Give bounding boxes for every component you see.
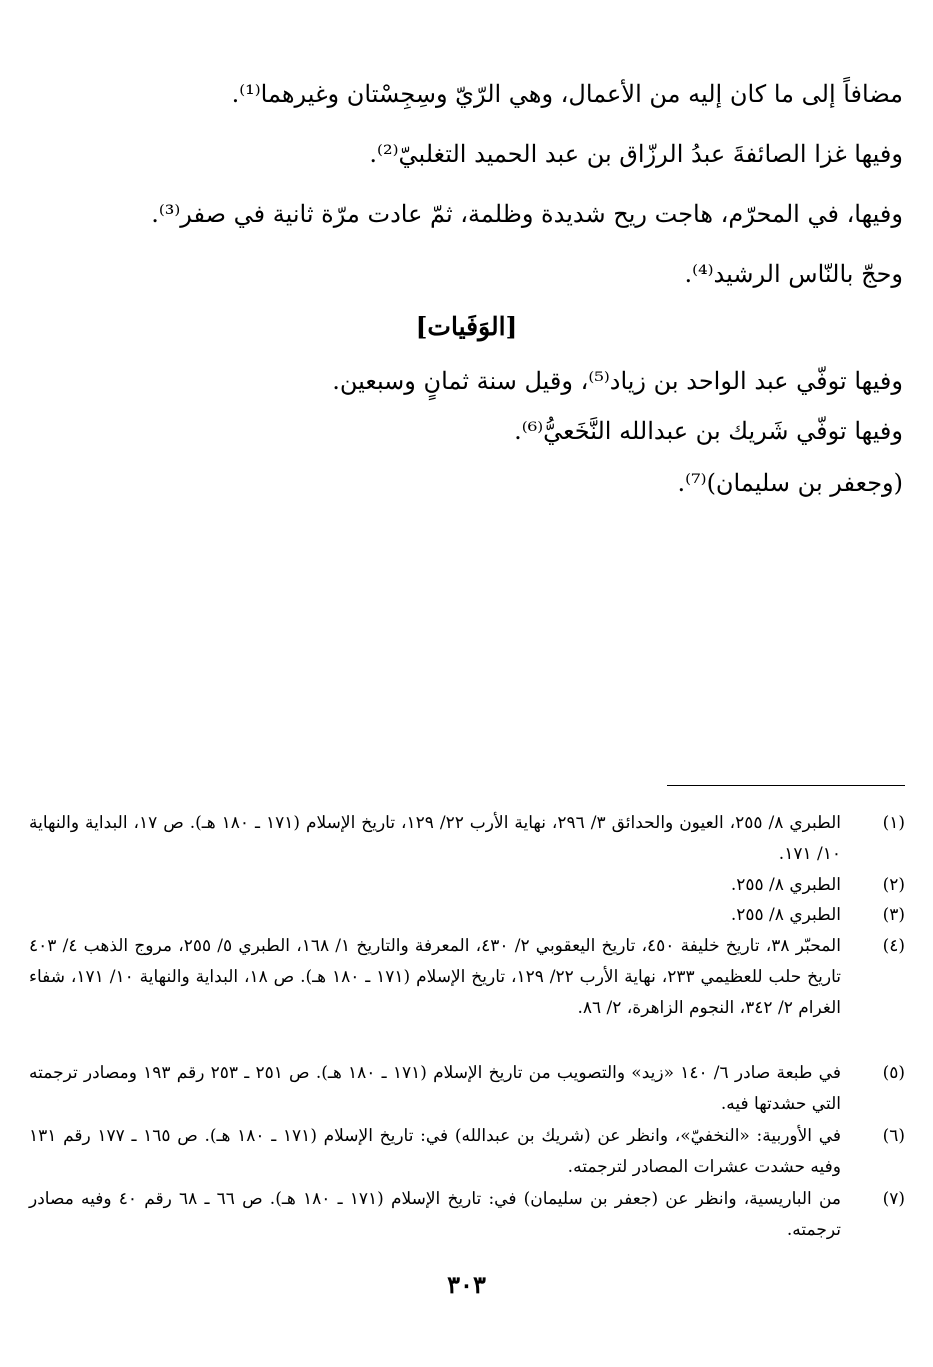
footnote-text: الطبري ٨/ ٢٥٥، العيون والحدائق ٣/ ٢٩٦، نهاية الأرب ٢٢/ ١٢٩، تاريخ الإسلام (١٧١ ـ ١٨٠ هـ). ص ١٧، البداية والنهاية ١٠/ ١٧١. — [29, 813, 841, 864]
footnote — [29, 808, 905, 870]
footnote-text: من الباريسية، وانظر عن (جعفر بن سليمان) في: تاريخ الإسلام (١٧١ ـ ١٨٠ هـ). ص ٦٦ ـ ٦٨ رقم ٤٠ وفيه مصادر ترجمته. — [29, 1189, 842, 1240]
footnote-text: المحبّر ٣٨، تاريخ خليفة ٤٥٠، تاريخ اليعقوبي ٢/ ٤٣٠، المعرفة والتاريخ ١/ ١٦٨، الطبري ٥/ ٢٥٥، مروج الذهب ٤/ ٤٠٣ تاريخ حلب للعظيمي ٢٣٣، نهاية الأرب ٢٢/ ١٢٩، تاريخ الإسلام (١٧١ ـ ١٨٠ هـ). ص ١٨، البداية والنهاية ١٠/ ١٧١، شفاء الغرام ٢/ ٣٤٢، النجوم الزاهرة، ٢/ ٨٦. — [29, 936, 841, 1018]
footnote-text: الطبري ٨/ ٢٥٥. — [730, 905, 841, 925]
footnote-number: (٣) — [882, 905, 905, 925]
death-line: (وجعفر بن سليمان)⁽⁷⁾. — [677, 469, 903, 497]
footnote — [29, 870, 905, 901]
footnote — [29, 1058, 905, 1120]
page-number: ٣٠٣ — [447, 1270, 486, 1299]
footnote-number: (٦) — [882, 1126, 905, 1146]
footnote-number: (٢) — [882, 875, 905, 895]
footnote-number: (٤) — [882, 936, 905, 956]
death-line: وفيها توفّي عبد الواحد بن زياد⁽⁵⁾، وقيل سنة ثمانٍ وسبعين. — [332, 367, 903, 395]
death-line: وفيها توفّي شَريك بن عبدالله النَّخَعيُّ⁽⁶⁾. — [514, 417, 903, 445]
footnote-number: (١) — [882, 813, 905, 833]
footnote-text: في الأوربية: «النخفيّ»، وانظر عن (شريك بن عبدالله) في: تاريخ الإسلام (١٧١ ـ ١٨٠ هـ). ص ١٦٥ ـ ١٧٧ رقم ١٣١ وفيه حشدت عشرات المصادر لترجمته. — [29, 1126, 842, 1177]
body-line: وفيها غزا الصائفةَ عبدُ الرزّاق بن عبد الحميد التغلبيّ⁽²⁾. — [369, 140, 903, 168]
footnote-number: (٧) — [882, 1189, 905, 1209]
footnote-separator — [667, 785, 905, 786]
footnote-text: الطبري ٨/ ٢٥٥. — [730, 875, 841, 895]
footnote — [29, 900, 905, 931]
footnote-text: في طبعة صادر ٦/ ١٤٠ «زيد» والتصويب من تاريخ الإسلام (١٧١ ـ ١٨٠ هـ). ص ٢٥١ ـ ٢٥٣ رقم ١٩٣ ومصادر ترجمته التي حشدتها فيه. — [29, 1063, 841, 1114]
body-line: مضافاً إلى ما كان إليه من الأعمال، وهي الرّيّ وسِجِسْتان وغيرهما⁽¹⁾. — [231, 80, 903, 108]
body-line: وفيها، في المحرّم، هاجت ريح شديدة وظلمة، ثمّ عادت مرّة ثانية في صفر⁽³⁾. — [151, 200, 903, 228]
footnote — [29, 931, 905, 1024]
body-line: وحجّ بالنّاس الرشيد⁽⁴⁾. — [684, 260, 903, 288]
footnote — [29, 1121, 905, 1183]
footnote — [29, 1184, 905, 1246]
footnote-number: (٥) — [882, 1063, 905, 1083]
section-heading: [الوَفَيات] — [415, 312, 518, 341]
